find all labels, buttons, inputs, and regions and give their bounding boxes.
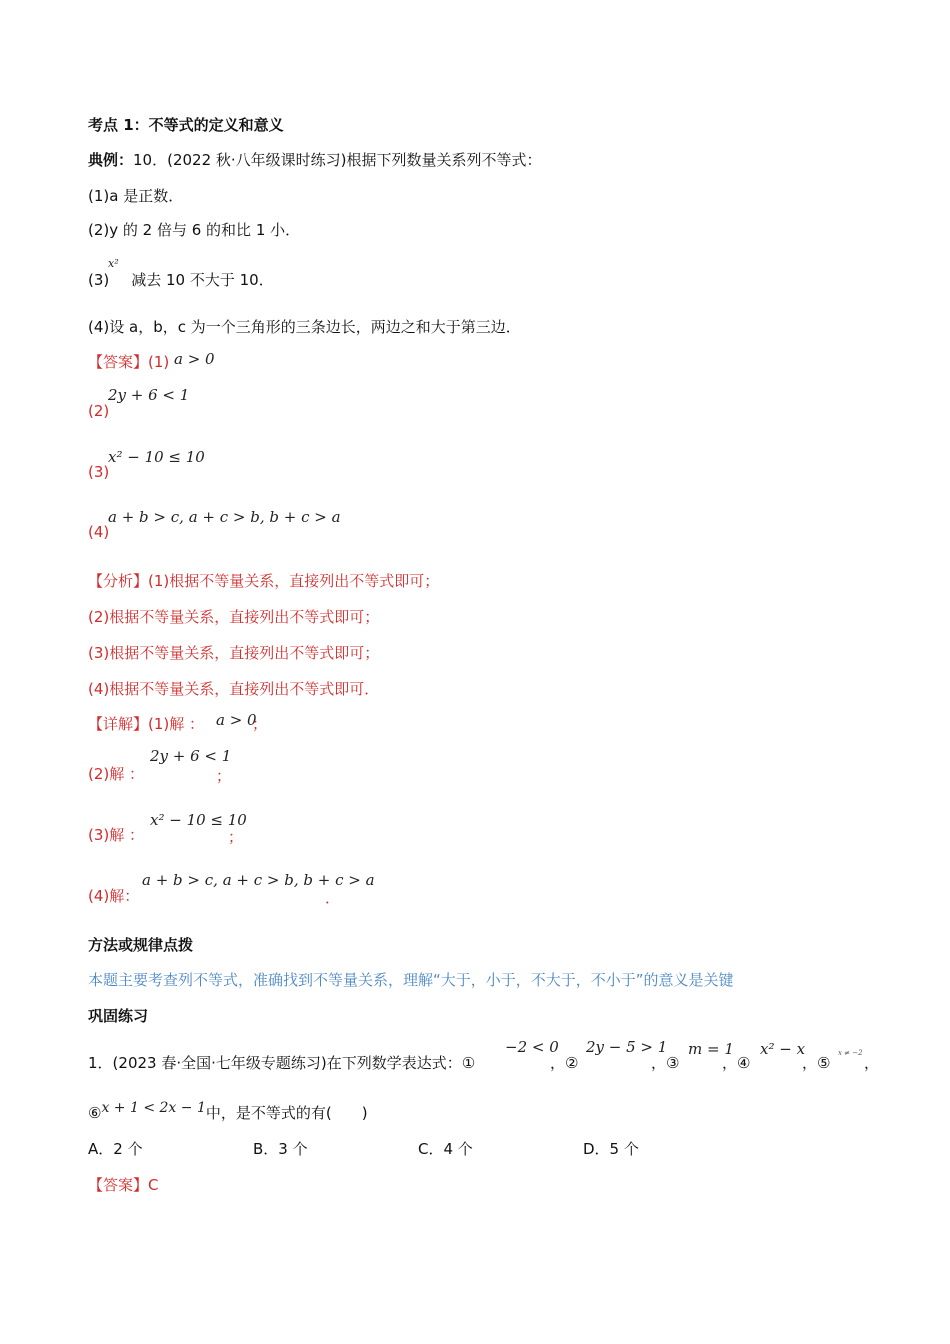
analysis-line-1: 【分析】(1)根据不等量关系，直接列出不等式即可； — [88, 572, 440, 590]
answer-math-3: x² − 10 ≤ 10 — [108, 448, 205, 466]
question-1-line-2 — [88, 1100, 368, 1123]
detail-end-2: ； — [216, 767, 232, 785]
detail-sub-3: (3)解 ： — [88, 826, 145, 844]
detail-math-1: a > 0 — [216, 711, 257, 729]
q1-sep-5: ， — [864, 1054, 880, 1072]
example-item-4: (4)设 a，b，c 为一个三角形的三条边长，两边之和大于第三边． — [88, 318, 521, 336]
example-item-3 — [88, 270, 274, 290]
option-c: C．4 个 — [418, 1140, 473, 1158]
example-item-2: (2)y 的 2 倍与 6 的和比 1 小． — [88, 221, 301, 239]
option-d: D．5 个 — [583, 1140, 639, 1158]
detail-end-4: ． — [325, 889, 341, 907]
q1-sep-3: ，④ — [722, 1054, 751, 1072]
detail-end-3: ； — [228, 828, 244, 846]
analysis-line-3: (3)根据不等量关系，直接列出不等式即可； — [88, 644, 380, 662]
answer-math-1: a > 0 — [174, 350, 215, 368]
q1-math-3: m = 1 — [688, 1040, 734, 1058]
practice-answer: 【答案】C — [88, 1176, 159, 1194]
example-label: 典例： — [88, 151, 134, 169]
example-item-3-text: 减去 10 不大于 10． — [131, 271, 274, 289]
answer-math-2: 2y + 6 < 1 — [108, 386, 190, 404]
detail-math-3: x² − 10 ≤ 10 — [150, 811, 247, 829]
detail-sep-1: ； — [252, 715, 268, 733]
q1-math-2: 2y − 5 > 1 — [586, 1038, 668, 1056]
answer-num-3: (3) — [88, 463, 110, 481]
detail-math-4: a + b > c, a + c > b, b + c > a — [142, 871, 375, 889]
detail-sub-4: (4)解： — [88, 887, 140, 905]
option-a: A．2 个 — [88, 1140, 143, 1158]
question-1-intro: 1．(2023 春·全国·七年级专题练习)在下列数学表达式：① — [88, 1054, 476, 1072]
answer-math-4: a + b > c, a + c > b, b + c > a — [108, 508, 341, 526]
section-title: 考点 1：不等式的定义和意义 — [88, 116, 284, 134]
method-title: 方法或规律点拨 — [88, 936, 194, 954]
analysis-line-2: (2)根据不等量关系，直接列出不等式即可； — [88, 608, 380, 626]
detail-label: 【详解】(1)解 ： — [88, 715, 205, 733]
detail-sub-2: (2)解 ： — [88, 765, 145, 783]
q1-math-5: x ≠ −2 — [838, 1049, 863, 1057]
answer-num-2: (2) — [88, 402, 110, 420]
q1-sep-1: ，② — [550, 1054, 579, 1072]
q1-sep-2: ，③ — [651, 1054, 680, 1072]
example-item-1: (1)a 是正数． — [88, 187, 184, 205]
q1-line-2-suffix: 中，是不等式的有( ) — [205, 1104, 368, 1122]
method-text: 本题主要考查列不等式，准确找到不等量关系，理解“大于，小于，不大于，不小于”的意义是关键 — [88, 971, 734, 989]
answer-num-4: (4) — [88, 523, 110, 541]
answer-label: 【答案】(1) — [88, 353, 170, 371]
q1-math-1: −2 < 0 — [505, 1038, 559, 1056]
analysis-line-4: (4)根据不等量关系，直接列出不等式即可． — [88, 680, 380, 698]
practice-title: 巩固练习 — [88, 1007, 149, 1025]
q1-sep-4: ，⑤ — [802, 1054, 831, 1072]
example-item-3-prefix: (3) — [88, 271, 110, 289]
example-text: 10．(2022 秋·八年级课时练习)根据下列数量关系列不等式： — [133, 151, 542, 169]
detail-math-2: 2y + 6 < 1 — [150, 747, 232, 765]
q1-math-6: x + 1 < 2x − 1 — [101, 1100, 206, 1116]
option-b: B．3 个 — [253, 1140, 308, 1158]
example-intro — [88, 150, 542, 170]
example-item-3-math: x² — [108, 257, 119, 270]
q1-math-4: x² − x — [760, 1040, 806, 1058]
q1-option-6-prefix: ⑥ — [88, 1104, 102, 1122]
